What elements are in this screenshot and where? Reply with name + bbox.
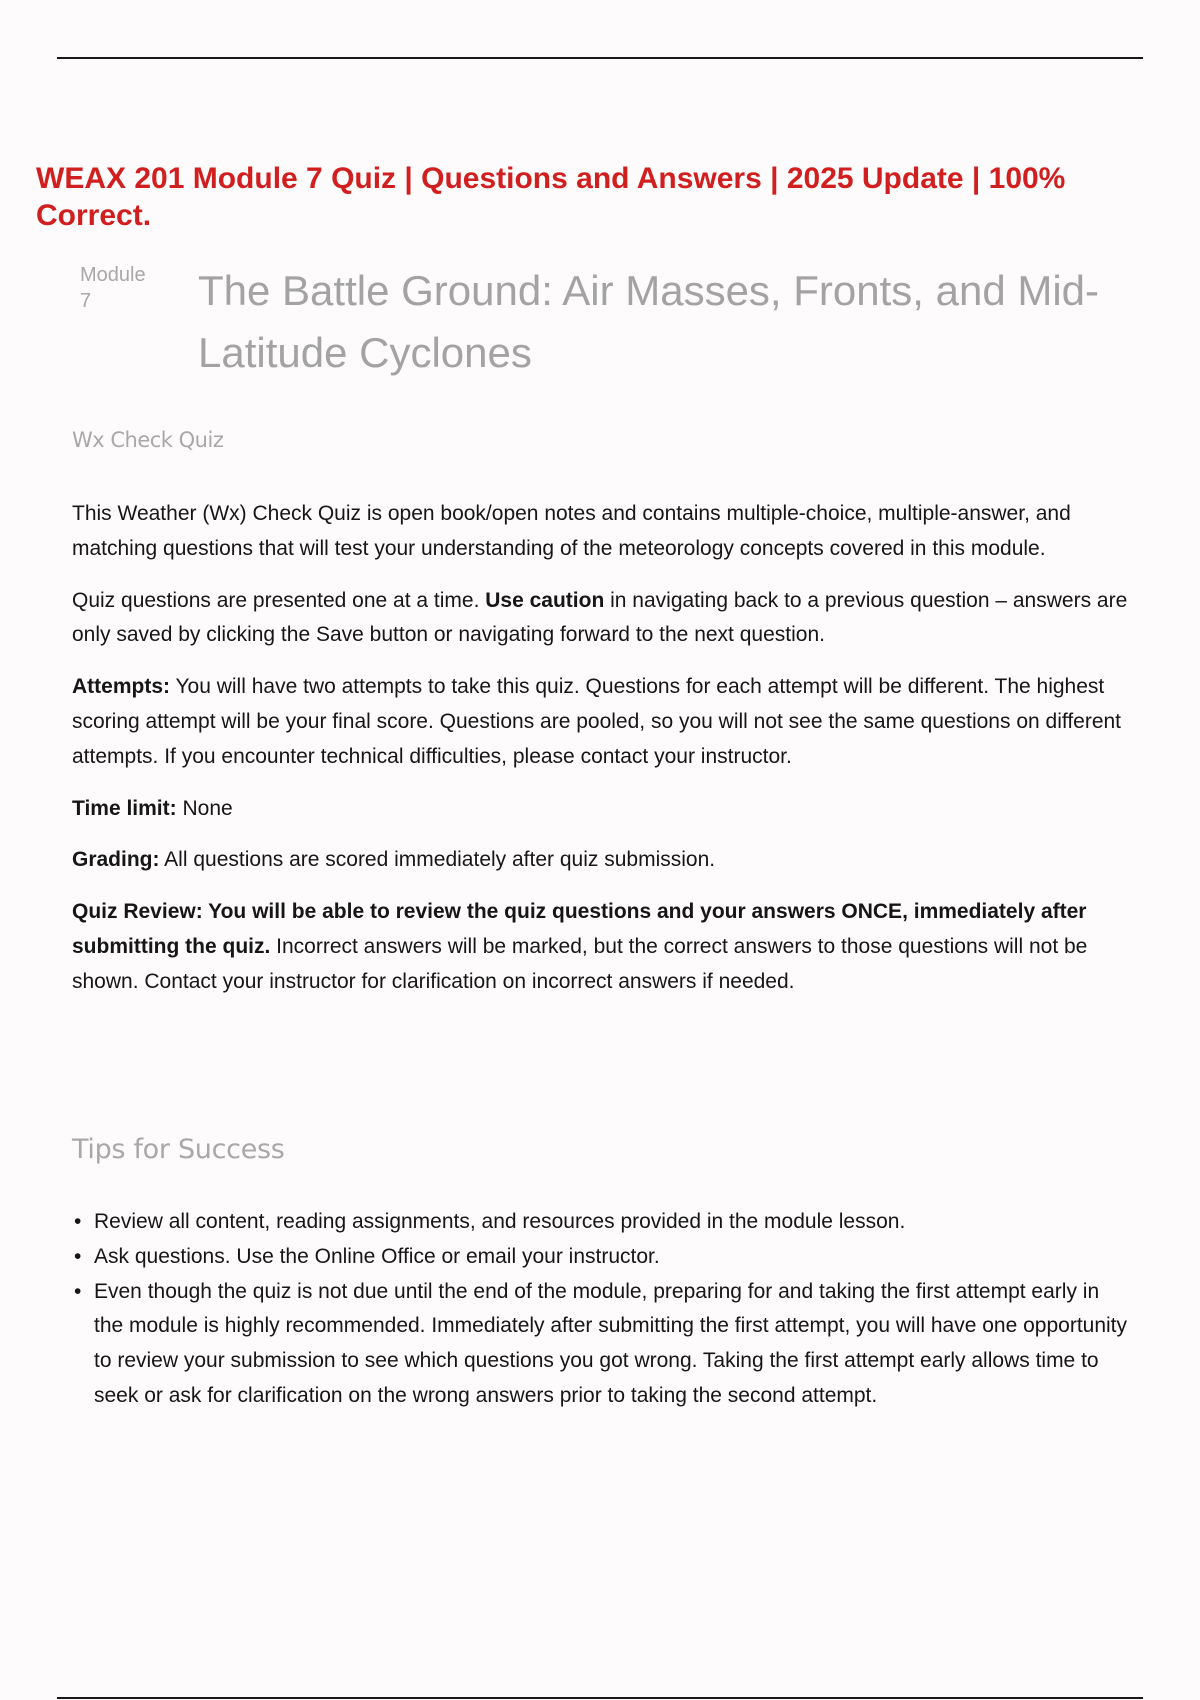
module-label-word: Module — [80, 264, 146, 286]
bullet: • — [74, 1279, 82, 1303]
module-heading: The Battle Ground: Air Masses, Fronts, and Mid-Latitude Cyclones — [198, 267, 1100, 376]
time-limit-text: None — [176, 796, 233, 820]
quiz-review-text: Incorrect answers will be marked, but the correct answers to those questions will not be shown. Contact your instructor for clarification on incorrect answers if needed. — [72, 934, 1088, 993]
bullet: • — [74, 1244, 82, 1268]
navigation-caution: Use caution — [485, 588, 605, 612]
grading-label: Grading: — [72, 848, 160, 872]
navigation-paragraph — [72, 584, 1132, 654]
quiz-review-label: Quiz Review: You will be able to review the quiz questions and your answers ONCE, immediately after submitting the quiz. — [72, 900, 1087, 958]
time-limit-paragraph — [72, 792, 1132, 827]
module-label — [80, 262, 170, 314]
time-limit-label: Time limit: — [72, 796, 177, 820]
intro-paragraph: This Weather (Wx) Check Quiz is open book/open notes and contains multiple-choice, multiple-answer, and matching questions that will test your understanding of the meteorology concepts covered in this module. — [72, 502, 1071, 560]
tip-text: Ask questions. Use the Online Office or email your instructor. — [94, 1244, 660, 1268]
list-item — [72, 1205, 1132, 1240]
tip-text: Review all content, reading assignments, and resources provided in the module lesson. — [94, 1210, 906, 1233]
grading-paragraph — [72, 843, 1132, 878]
tips-heading: Tips for Success — [72, 1134, 285, 1165]
navigation-text-end: in navigating back to a previous question – answers are only saved by clicking the Save button or navigating forward to the next question. — [72, 588, 1128, 647]
tip-text: Even though the quiz is not due until the end of the module, preparing for and taking the first attempt early in the module is highly recommended. Immediately after submitting the first attempt, you will have one opportunity to review your submission to see which questions you got wrong. Taking the first attempt early allows time to seek or ask for clarification on the wrong answers prior to taking the second attempt. — [94, 1279, 1128, 1407]
top-rule — [57, 57, 1143, 59]
attempts-text: You will have two attempts to take this quiz. Questions for each attempt will be different. The highest scoring attempt will be your final score. Questions are pooled, so you will not see the same questions on different attempts. If you encounter technical difficulties, please contact your instructor. — [72, 675, 1122, 768]
attempts-label: Attempts: — [72, 675, 170, 699]
grading-text: All questions are scored immediately after quiz submission. — [159, 848, 716, 872]
tips-list — [72, 1205, 1132, 1414]
bullet: • — [74, 1210, 82, 1233]
bottom-rule — [57, 1697, 1143, 1699]
quiz-instructions — [72, 497, 1132, 1017]
module-label-number: 7 — [80, 290, 92, 312]
quiz-heading: Wx Check Quiz — [72, 428, 224, 452]
document-title: WEAX 201 Module 7 Quiz | Questions and Answers | 2025 Update | 100% Correct. — [36, 162, 1066, 232]
list-item — [72, 1275, 1132, 1414]
quiz-review-paragraph — [72, 895, 1132, 999]
navigation-text-start: Quiz questions are presented one at a time. — [72, 588, 486, 612]
list-item — [72, 1240, 1132, 1275]
attempts-paragraph — [72, 670, 1132, 774]
